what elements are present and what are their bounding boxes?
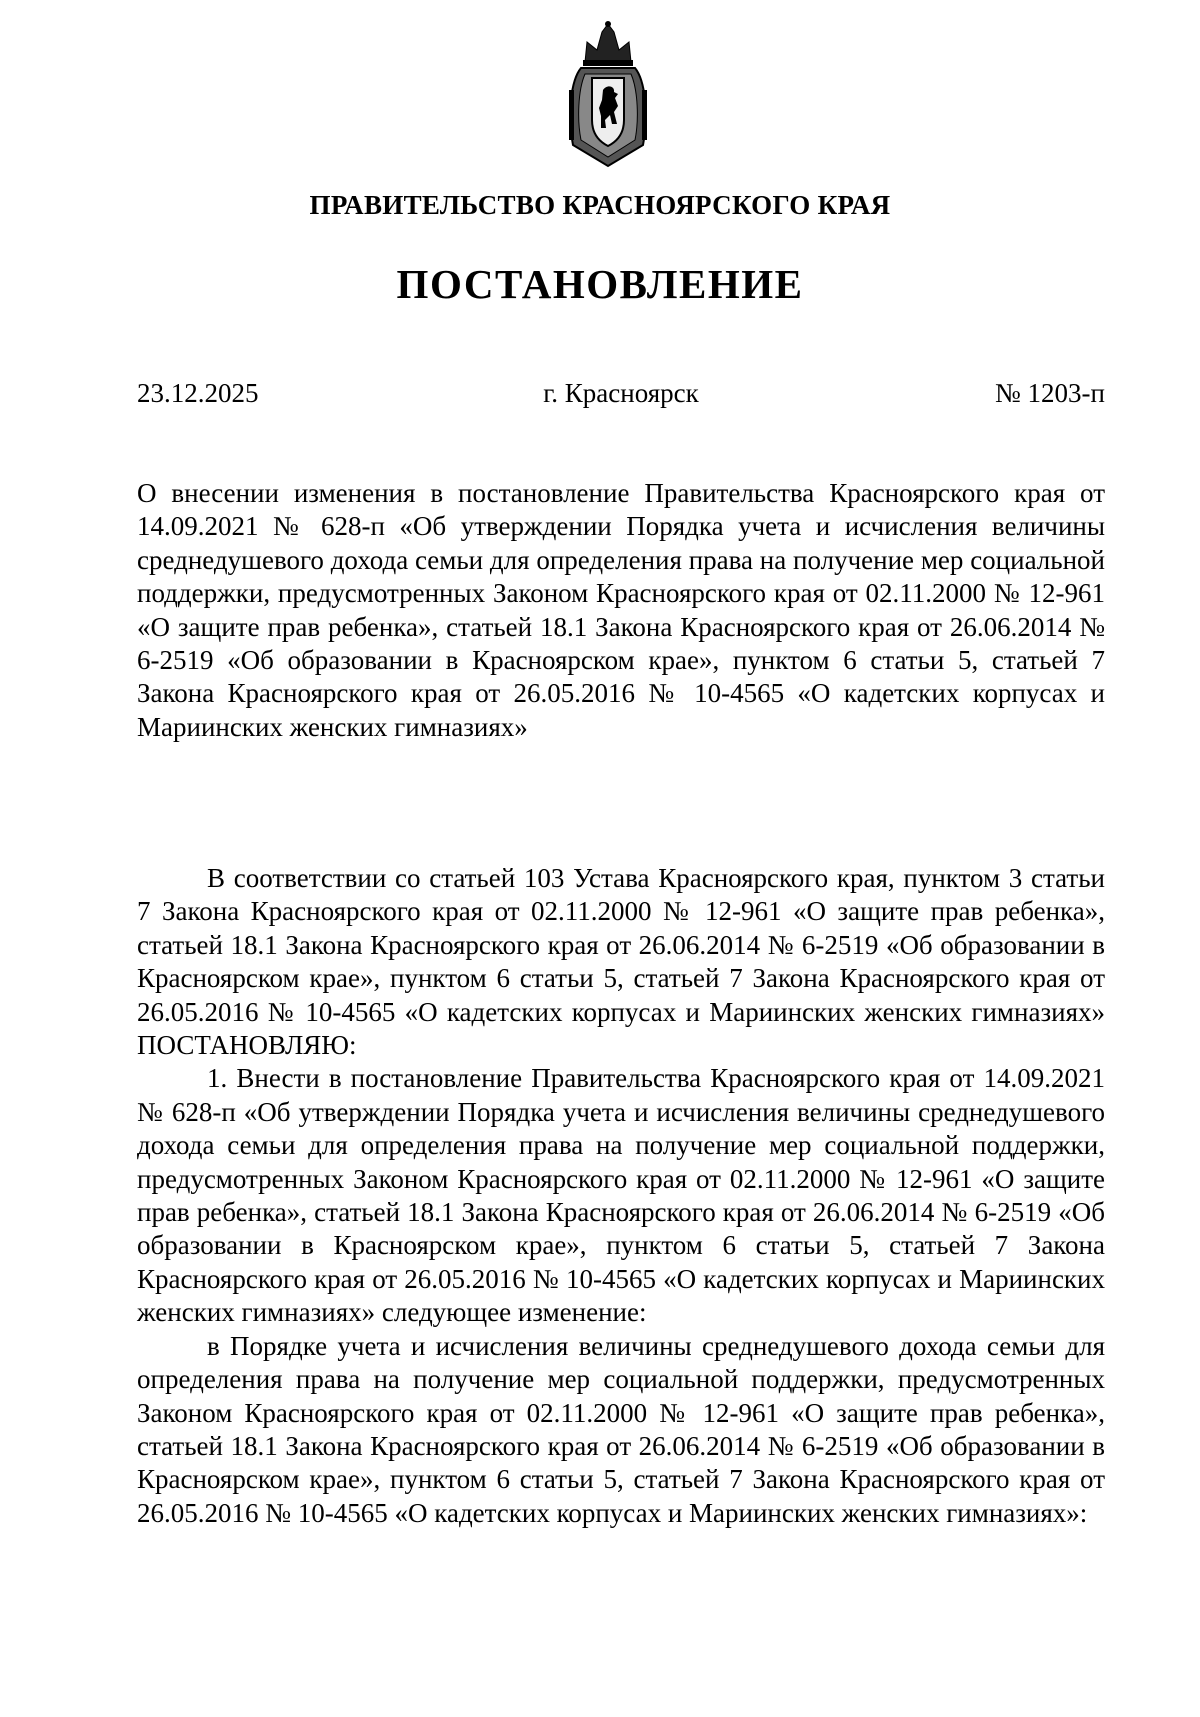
coat-of-arms-icon <box>563 20 653 170</box>
document-title: О внесении изменения в постановление Правительства Красноярского края от 14.09.2021 № 628-п «Об утверждении Порядка учета и исчисления величины среднедушевого дохода семьи для определения права на получение мер социальной поддержки, предусмотренных Законом Красноярского края от 02.11.2000 № 12-961 «О защите прав ребенка», статьей 18.1 Закона Красноярского края от 26.06.2014 № 6-2519 «Об образовании в Красноярском крае», пунктом 6 статьи 5, статьей 7 Закона Красноярского края от 26.05.2016 № 10-4565 «О кадетских корпусах и Мариинских женских гимназиях» <box>137 478 1105 742</box>
paragraph-item-1: 1. Внести в постановление Правительства Красноярского края от 14.09.2021 № 628-п «Об утверждении Порядка учета и исчисления величины среднедушевого дохода семьи для определения права на получение мер социальной поддержки, предусмотренных Законом Красноярского края от 02.11.2000 № 12-961 «О защите прав ребенка», статьей 18.1 Закона Красноярского края от 26.06.2014 № 6-2519 «Об образовании в Красноярском крае», пунктом 6 статьи 5, статьей 7 Закона Красноярского края от 26.05.2016 № 10-4565 «О кадетских корпусах и Мариинских женских гимназиях» следующее изменение: <box>137 1063 1105 1328</box>
document-city: г. Красноярск <box>543 378 699 408</box>
paragraph-preamble: В соответствии со статьей 103 Устава Красноярского края, пунктом 3 статьи 7 Закона Красноярского края от 02.11.2000 № 12-961 «О защите прав ребенка», статьей 18.1 Закона Красноярского края от 26.06.2014 № 6-2519 «Об образовании в Красноярском крае», пунктом 6 статьи 5, статьей 7 Закона Красноярского края от 26.05.2016 № 10-4565 «О кадетских корпусах и Мариинских женских гимназиях» ПОСТАНОВЛЯЮ: <box>137 863 1105 1061</box>
government-name: ПРАВИТЕЛЬСТВО КРАСНОЯРСКОГО КРАЯ <box>309 190 891 220</box>
document-date: 23.12.2025 <box>137 378 259 408</box>
paragraph-item-1-detail: в Порядке учета и исчисления величины среднедушевого дохода семьи для определения права на получение мер социальной поддержки, предусмотренных Законом Красноярского края от 02.11.2000 № 12-961 «О защите прав ребенка», статьей 18.1 Закона Красноярского края от 26.06.2014 № 6-2519 «Об образовании в Красноярском крае», пунктом 6 статьи 5, статьей 7 Закона Красноярского края от 26.05.2016 № 10-4565 «О кадетских корпусах и Мариинских женских гимназиях»: <box>137 1330 1105 1528</box>
document-body <box>137 862 1105 1530</box>
document-meta <box>137 378 1105 414</box>
document-number: № 1203-п <box>995 378 1105 408</box>
document-type: ПОСТАНОВЛЕНИЕ <box>396 261 804 307</box>
